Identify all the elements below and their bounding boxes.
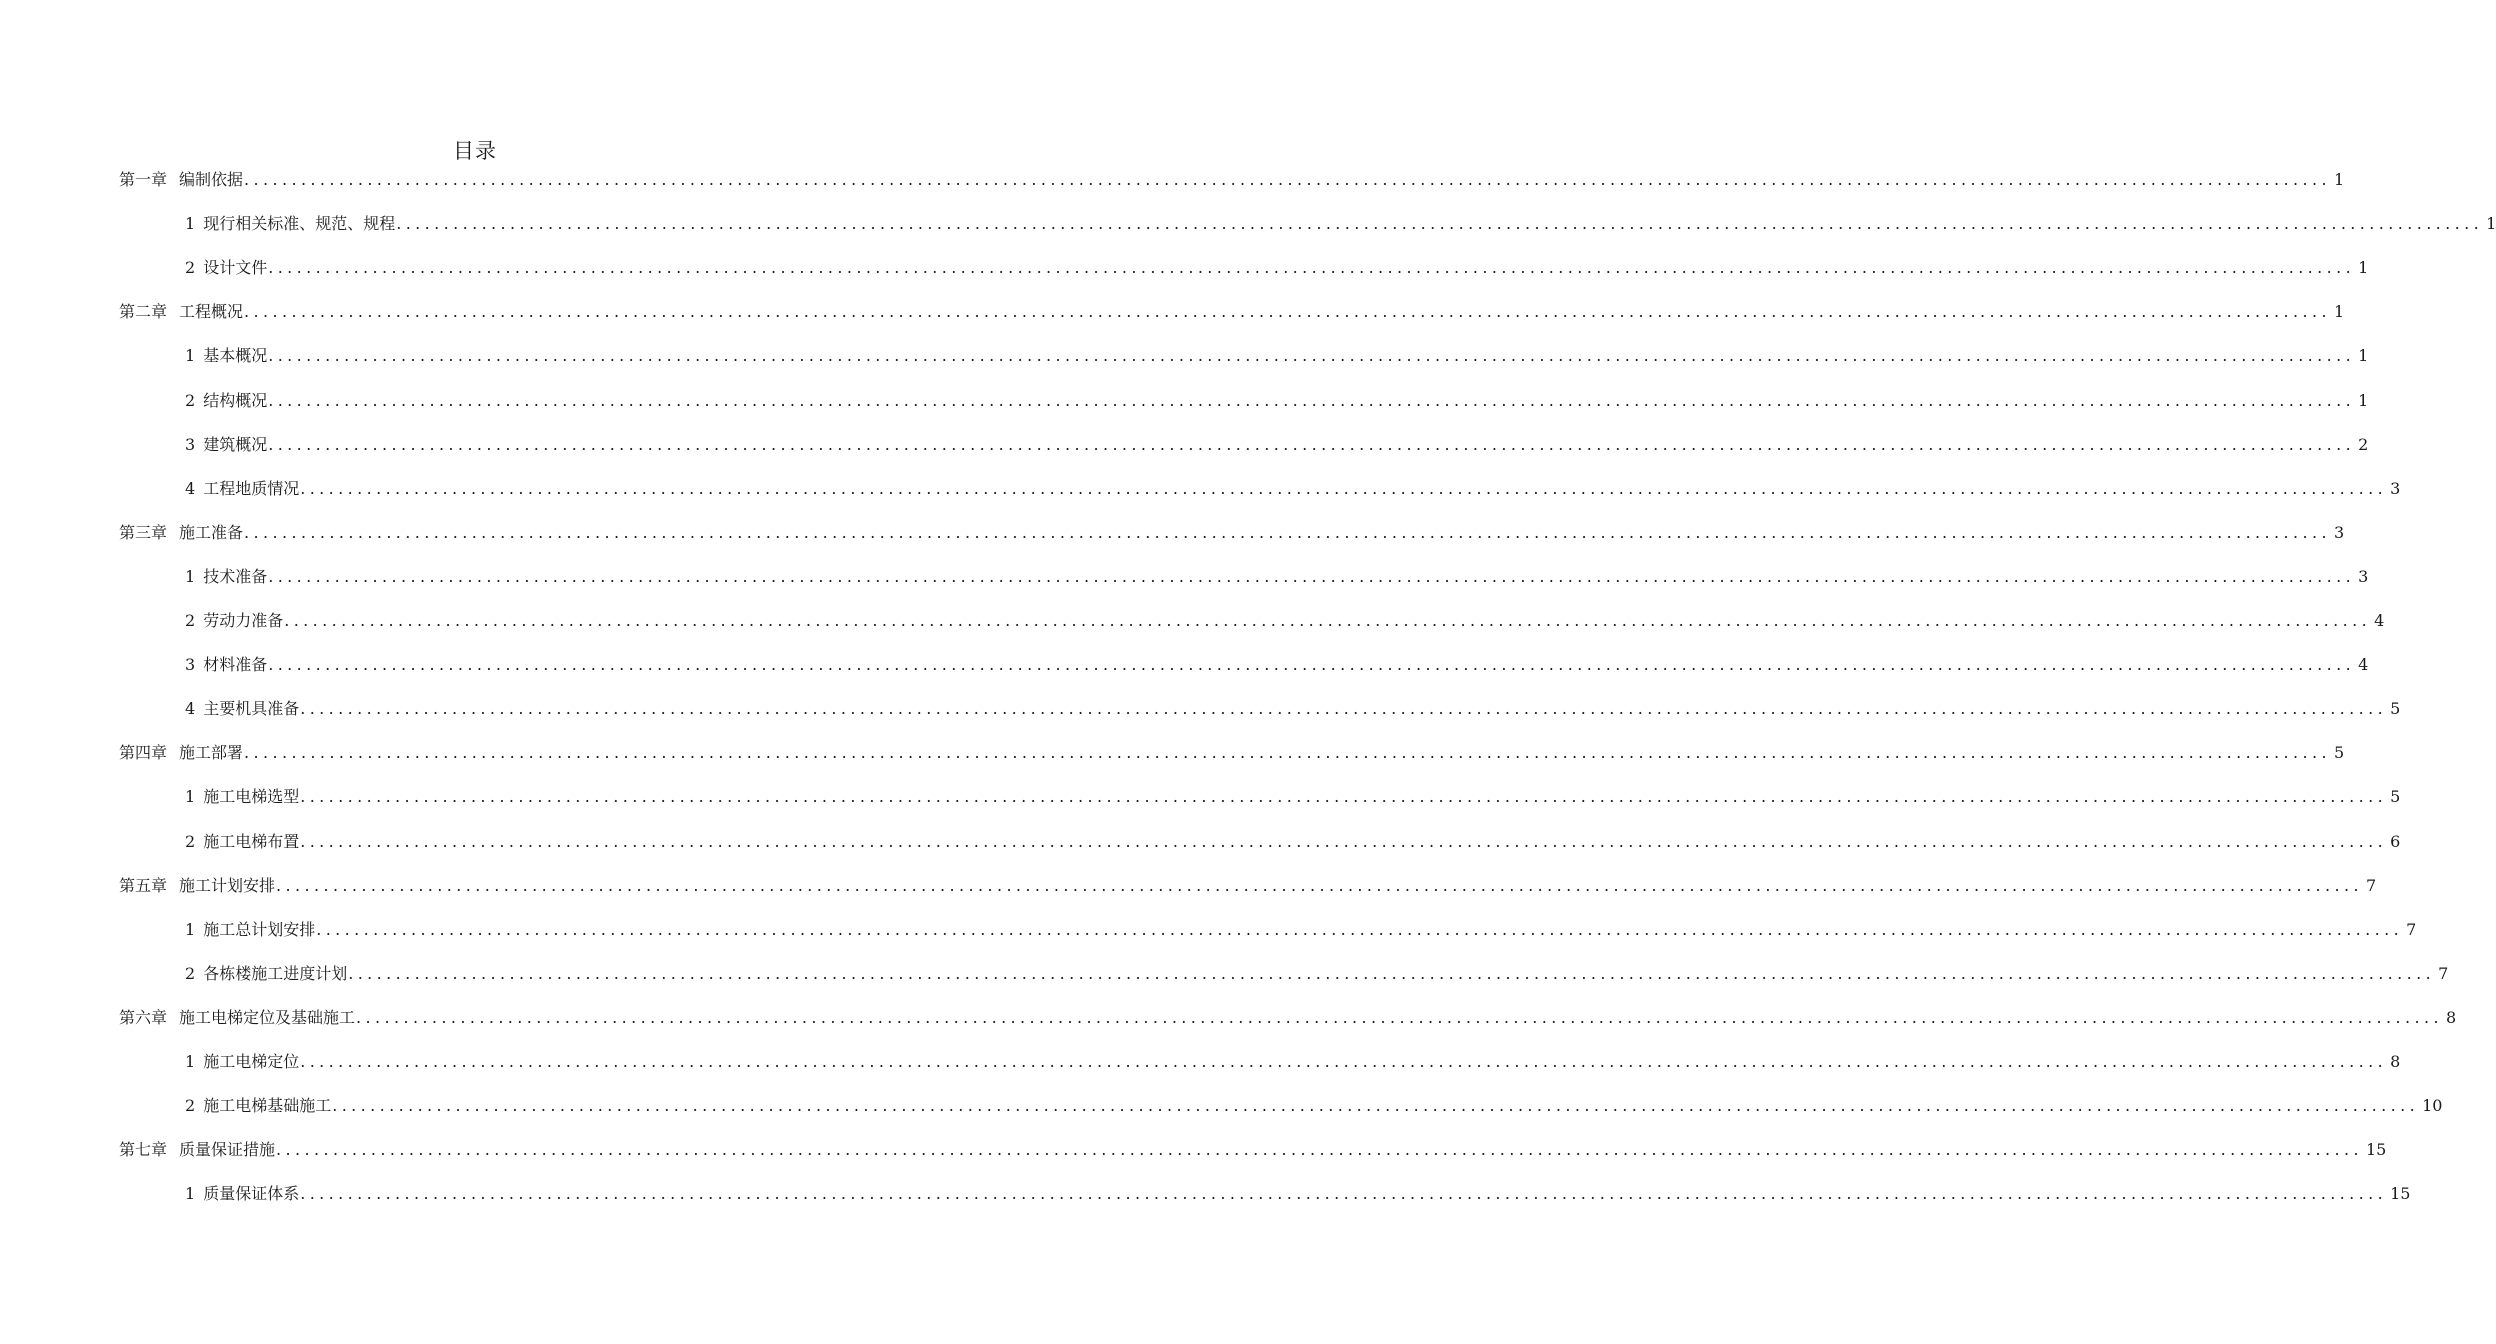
toc-chapter-entry[interactable] [119,166,2345,194]
toc-page-number: 8 [2445,1008,2457,1027]
toc-page-number: 5 [2333,743,2345,762]
toc-section-entry[interactable] [185,783,2401,811]
toc-dot-leader: ............................................................................................................................................................................................................................ [244,523,2331,542]
toc-section-entry[interactable] [185,431,2369,459]
toc-section-entry[interactable] [185,960,2449,988]
toc-entry-title: 现行相关标准、规范、规程 [203,214,396,233]
toc-entry-number: 4 [185,479,196,498]
toc-entry-title: 施工准备 [179,523,244,542]
toc-dot-leader: ............................................................................................................................................................................................................................ [332,1096,2420,1115]
toc-dot-leader: ............................................................................................................................................................................................................................ [268,567,2356,586]
toc-entry-number: 第四章 [119,743,168,762]
toc-entry-title: 质量保证体系 [203,1184,300,1203]
toc-dot-leader: ............................................................................................................................................................................................................................ [356,1008,2443,1027]
toc-entry-number: 1 [185,214,196,233]
toc-entry-title: 建筑概况 [203,435,268,454]
toc-entry-number: 1 [185,1052,196,1071]
toc-entry-title: 工程地质情况 [203,479,300,498]
toc-section-entry[interactable] [185,695,2401,723]
toc-dot-leader: ............................................................................................................................................................................................................................ [300,787,2388,806]
toc-entry-number: 4 [185,699,196,718]
toc-title: 目录 [453,139,497,163]
toc-dot-leader: ............................................................................................................................................................................................................................ [300,699,2388,718]
toc-dot-leader: ............................................................................................................................................................................................................................ [276,876,2363,895]
toc-chapter-entry[interactable] [119,1136,2387,1164]
toc-dot-leader: ............................................................................................................................................................................................................................ [244,743,2331,762]
toc-dot-leader: ............................................................................................................................................................................................................................ [268,391,2356,410]
toc-entry-title: 技术准备 [203,567,268,586]
toc-dot-leader: ............................................................................................................................................................................................................................ [268,655,2356,674]
toc-entry-number: 2 [185,391,196,410]
toc-page-number: 5 [2390,699,2401,718]
toc-section-entry[interactable] [185,254,2369,282]
toc-dot-leader: ............................................................................................................................................................................................................................ [276,1140,2363,1159]
toc-dot-leader: ............................................................................................................................................................................................................................ [300,832,2388,851]
toc-section-entry[interactable] [185,210,2496,238]
toc-entry-title: 主要机具准备 [203,699,300,718]
toc-section-entry[interactable] [185,916,2417,944]
toc-dot-leader: ............................................................................................................................................................................................................................ [284,611,2372,630]
toc-page-number: 7 [2365,876,2377,895]
toc-entry-number: 1 [185,787,196,806]
toc-entry-number: 2 [185,964,196,983]
toc-entry-number: 2 [185,611,196,630]
toc-entry-title: 结构概况 [203,391,268,410]
toc-page-number: 7 [2406,920,2417,939]
toc-section-entry[interactable] [185,342,2369,370]
toc-page-number: 8 [2390,1052,2401,1071]
toc-entry-title: 材料准备 [203,655,268,674]
toc-entry-title: 质量保证措施 [179,1140,276,1159]
toc-entry-number: 第三章 [119,523,168,542]
toc-entry-number: 1 [185,920,196,939]
toc-entry-title: 基本概况 [203,346,268,365]
toc-page-number: 1 [2333,170,2345,189]
toc-entry-number: 2 [185,832,196,851]
toc-page-number: 1 [2358,346,2369,365]
toc-page-number: 3 [2358,567,2369,586]
toc-section-entry[interactable] [185,1092,2443,1120]
toc-entry-number: 2 [185,258,196,277]
toc-entry-number: 3 [185,655,196,674]
toc-page-number: 1 [2358,391,2369,410]
toc-chapter-entry[interactable] [119,739,2345,767]
toc-entry-number: 第一章 [119,170,168,189]
toc-page-number: 4 [2374,611,2385,630]
toc-entry-number: 第七章 [119,1140,168,1159]
toc-dot-leader: ............................................................................................................................................................................................................................ [396,214,2484,233]
toc-entry-title: 施工电梯定位 [203,1052,300,1071]
toc-entry-title: 施工电梯基础施工 [203,1096,332,1115]
toc-entry-title: 施工电梯布置 [203,832,300,851]
toc-page-number: 1 [2358,258,2369,277]
toc-chapter-entry[interactable] [119,298,2345,326]
toc-entry-number: 3 [185,435,196,454]
toc-section-entry[interactable] [185,607,2385,635]
toc-page-number: 15 [2365,1140,2387,1159]
toc-dot-leader: ............................................................................................................................................................................................................................ [300,479,2388,498]
toc-entry-title: 施工电梯选型 [203,787,300,806]
toc-page-number: 1 [2333,302,2345,321]
toc-page-number: 3 [2333,523,2345,542]
toc-entry-title: 工程概况 [179,302,244,321]
toc-section-entry[interactable] [185,387,2369,415]
toc-chapter-entry[interactable] [119,1004,2457,1032]
toc-entry-title: 施工总计划安排 [203,920,316,939]
toc-section-entry[interactable] [185,563,2369,591]
toc-dot-leader: ............................................................................................................................................................................................................................ [268,346,2356,365]
toc-section-entry[interactable] [185,651,2369,679]
toc-dot-leader: ............................................................................................................................................................................................................................ [300,1184,2388,1203]
toc-dot-leader: ............................................................................................................................................................................................................................ [244,170,2331,189]
toc-chapter-entry[interactable] [119,872,2377,900]
toc-chapter-entry[interactable] [119,519,2345,547]
toc-page-number: 2 [2358,435,2369,454]
toc-page-number: 1 [2486,214,2496,233]
toc-entry-title: 编制依据 [179,170,244,189]
toc-dot-leader: ............................................................................................................................................................................................................................ [316,920,2404,939]
toc-page-number: 7 [2438,964,2449,983]
toc-entry-number: 1 [185,567,196,586]
toc-section-entry[interactable] [185,475,2401,503]
toc-dot-leader: ............................................................................................................................................................................................................................ [268,435,2356,454]
toc-dot-leader: ............................................................................................................................................................................................................................ [244,302,2331,321]
toc-page-number: 15 [2390,1184,2411,1203]
toc-section-entry[interactable] [185,1180,2411,1208]
toc-dot-leader: ............................................................................................................................................................................................................................ [268,258,2356,277]
toc-page-number: 4 [2358,655,2369,674]
toc-entry-title: 施工电梯定位及基础施工 [179,1008,356,1027]
toc-entry-title: 劳动力准备 [203,611,284,630]
toc-entry-title: 各栋楼施工进度计划 [203,964,348,983]
toc-entry-title: 施工部署 [179,743,244,762]
toc-entry-title: 设计文件 [203,258,268,277]
toc-page-number: 5 [2390,787,2401,806]
toc-dot-leader: ............................................................................................................................................................................................................................ [300,1052,2388,1071]
toc-entry-number: 2 [185,1096,196,1115]
toc-section-entry[interactable] [185,1048,2401,1076]
toc-entry-number: 第六章 [119,1008,168,1027]
toc-entry-number: 第二章 [119,302,168,321]
toc-page-number: 10 [2422,1096,2443,1115]
toc-page-number: 3 [2390,479,2401,498]
toc-dot-leader: ............................................................................................................................................................................................................................ [348,964,2436,983]
toc-entry-number: 第五章 [119,876,168,895]
toc-entry-number: 1 [185,346,196,365]
toc-entry-number: 1 [185,1184,196,1203]
toc-page-number: 6 [2390,832,2401,851]
toc-entry-title: 施工计划安排 [179,876,276,895]
toc-section-entry[interactable] [185,828,2401,856]
